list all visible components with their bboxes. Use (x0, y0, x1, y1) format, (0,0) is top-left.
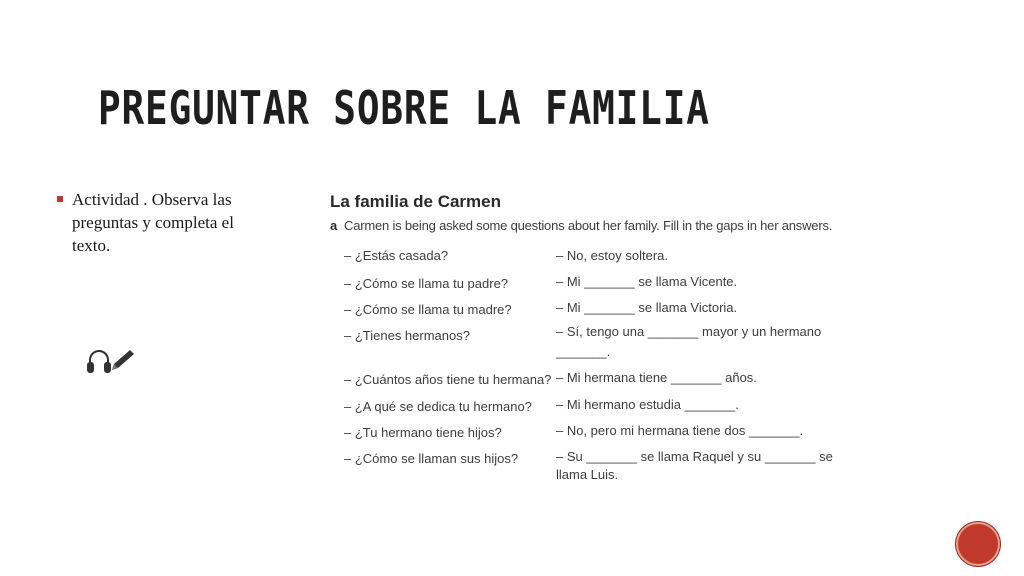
answer: – Mi _______ se llama Vicente. (556, 274, 738, 289)
answer: – No, pero mi hermana tiene dos _______. (556, 423, 804, 438)
question: – ¿Cómo se llama tu madre? (344, 302, 512, 317)
headphones-icon (88, 351, 110, 372)
question: – ¿Cómo se llama tu padre? (344, 276, 509, 291)
answer: – Mi hermana tiene _______ años. (556, 370, 757, 385)
question: – ¿Cómo se llaman sus hijos? (344, 451, 519, 466)
answer: – Sí, tengo una _______ mayor y un hermano (556, 324, 822, 339)
question: – ¿Cuántos años tiene tu hermana? (344, 372, 552, 387)
question: – ¿Tu hermano tiene hijos? (344, 425, 502, 440)
bullet-marker (57, 196, 63, 202)
slide-number-badge (956, 522, 1000, 566)
pencil-icon (112, 350, 134, 370)
question: – ¿Estás casada? (344, 248, 449, 263)
exercise-instruction: Carmen is being asked some questions about her family. Fill in the gaps in her answers. (344, 218, 833, 233)
answer: – Su _______ se llama Raquel y su _______ se (556, 449, 833, 464)
answer-continuation: _______. (556, 344, 611, 359)
question: – ¿A qué se dedica tu hermano? (344, 399, 532, 414)
exercise-letter: a (330, 218, 338, 233)
bullet-list (54, 188, 254, 257)
answer: – Mi hermano estudia _______. (556, 397, 739, 412)
media-icons (86, 346, 136, 374)
answer-continuation: llama Luis. (556, 467, 619, 482)
slide-title: PREGUNTAR SOBRE LA FAMILIA (98, 81, 710, 135)
worksheet-title: La familia de Carmen (330, 192, 502, 211)
bullet-text: Actividad . Observa las preguntas y completa el texto. (72, 190, 234, 255)
answer: – No, estoy soltera. (556, 248, 668, 263)
answer: – Mi _______ se llama Victoria. (556, 300, 738, 315)
question: – ¿Tienes hermanos? (344, 328, 470, 343)
worksheet-image (326, 188, 836, 488)
